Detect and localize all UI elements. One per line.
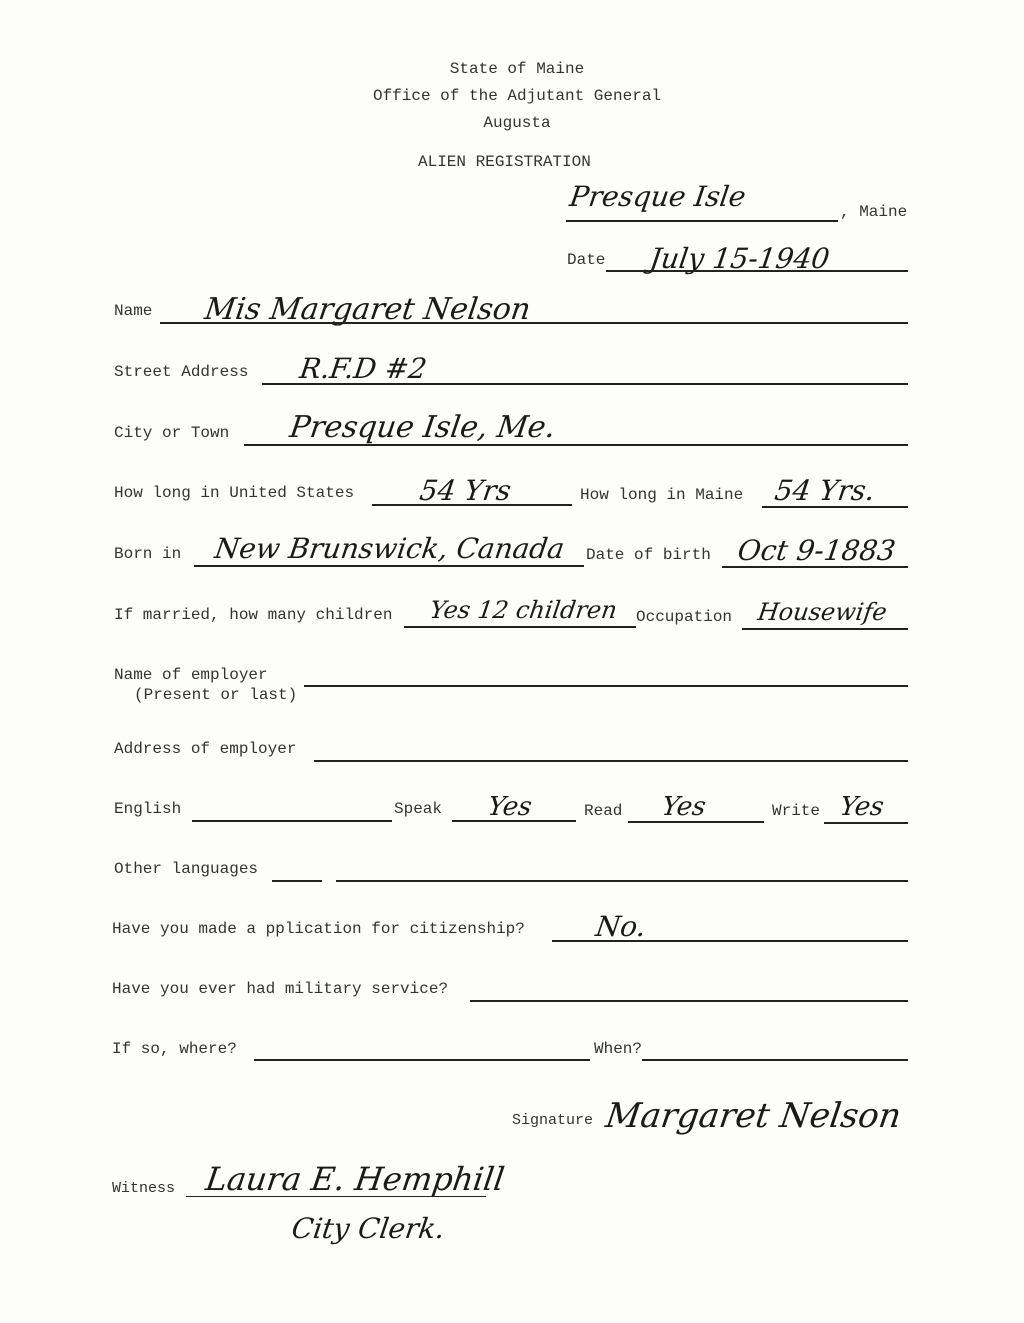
born-in-line [194, 565, 584, 567]
english-label: English [114, 800, 182, 818]
write-label: Write [772, 802, 821, 820]
employer-name-line [304, 685, 908, 687]
date-value: July 15-1940 [647, 242, 832, 275]
city-label: City or Town [114, 424, 230, 442]
other-languages-line-b [336, 880, 908, 882]
how-long-us-label: How long in United States [114, 484, 355, 502]
how-long-maine-label: How long in Maine [580, 486, 744, 504]
signature-label: Signature [512, 1112, 594, 1129]
header-city: Augusta [483, 114, 551, 132]
military-line [470, 1000, 908, 1002]
form-title: ALIEN REGISTRATION [418, 153, 591, 171]
how-long-maine-value: 54 Yrs. [772, 474, 877, 507]
citizenship-line [552, 940, 908, 942]
how-long-us-value: 54 Yrs [417, 474, 514, 507]
how-long-us-line [372, 504, 572, 506]
witness-title: City Clerk. [289, 1212, 447, 1245]
header-office: Office of the Adjutant General [372, 87, 662, 105]
citizenship-label: Have you made a pplication for citizenship? [112, 920, 525, 938]
date-of-birth-value: Oct 9-1883 [735, 534, 898, 567]
read-label: Read [584, 802, 623, 820]
speak-value: Yes [485, 792, 534, 822]
place-line [566, 220, 838, 222]
when-label: When? [594, 1040, 643, 1058]
children-label: If married, how many children [114, 606, 393, 624]
signature-value: Margaret Nelson [603, 1096, 904, 1136]
date-line [606, 270, 908, 272]
street-address-line [262, 383, 908, 385]
occupation-value: Housewife [756, 598, 889, 626]
speak-line [452, 820, 576, 822]
city-line [244, 444, 908, 446]
citizenship-value: No. [593, 910, 649, 943]
when-line [642, 1059, 908, 1061]
street-address-value: R.F.D #2 [297, 352, 429, 385]
witness-label: Witness [112, 1180, 176, 1197]
name-line [160, 322, 908, 324]
other-languages-label: Other languages [114, 860, 259, 878]
speak-label: Speak [394, 800, 443, 818]
born-in-value: New Brunswick, Canada [212, 532, 567, 565]
city-value: Presque Isle, Me. [287, 410, 558, 445]
date-of-birth-line [722, 566, 908, 568]
where-label: If so, where? [112, 1040, 237, 1058]
employer-name-sublabel: (Present or last) [134, 686, 298, 704]
children-value: Yes 12 children [428, 596, 619, 624]
employer-address-label: Address of employer [114, 740, 297, 758]
write-line [824, 822, 908, 824]
employer-address-line [314, 760, 908, 762]
witness-line [186, 1196, 486, 1197]
how-long-maine-line [762, 506, 908, 508]
where-line [254, 1059, 590, 1061]
children-line [404, 626, 636, 628]
name-value: Mis Margaret Nelson [202, 292, 533, 327]
name-label: Name [114, 302, 153, 320]
header-state: State of Maine [449, 60, 585, 78]
witness-value: Laura E. Hemphill [203, 1160, 507, 1198]
english-line [192, 820, 392, 822]
read-value: Yes [659, 792, 708, 822]
write-value: Yes [837, 792, 886, 822]
read-line [628, 821, 764, 823]
street-address-label: Street Address [114, 363, 249, 381]
date-of-birth-label: Date of birth [586, 546, 711, 564]
other-languages-line-a [272, 880, 322, 882]
date-label: Date [567, 251, 606, 269]
born-in-label: Born in [114, 545, 182, 563]
occupation-label: Occupation [636, 608, 733, 626]
military-label: Have you ever had military service? [112, 980, 449, 998]
employer-name-label: Name of employer [114, 666, 268, 684]
occupation-line [742, 628, 908, 630]
place-state-label: , Maine [840, 203, 908, 221]
place-value: Presque Isle [567, 180, 748, 213]
